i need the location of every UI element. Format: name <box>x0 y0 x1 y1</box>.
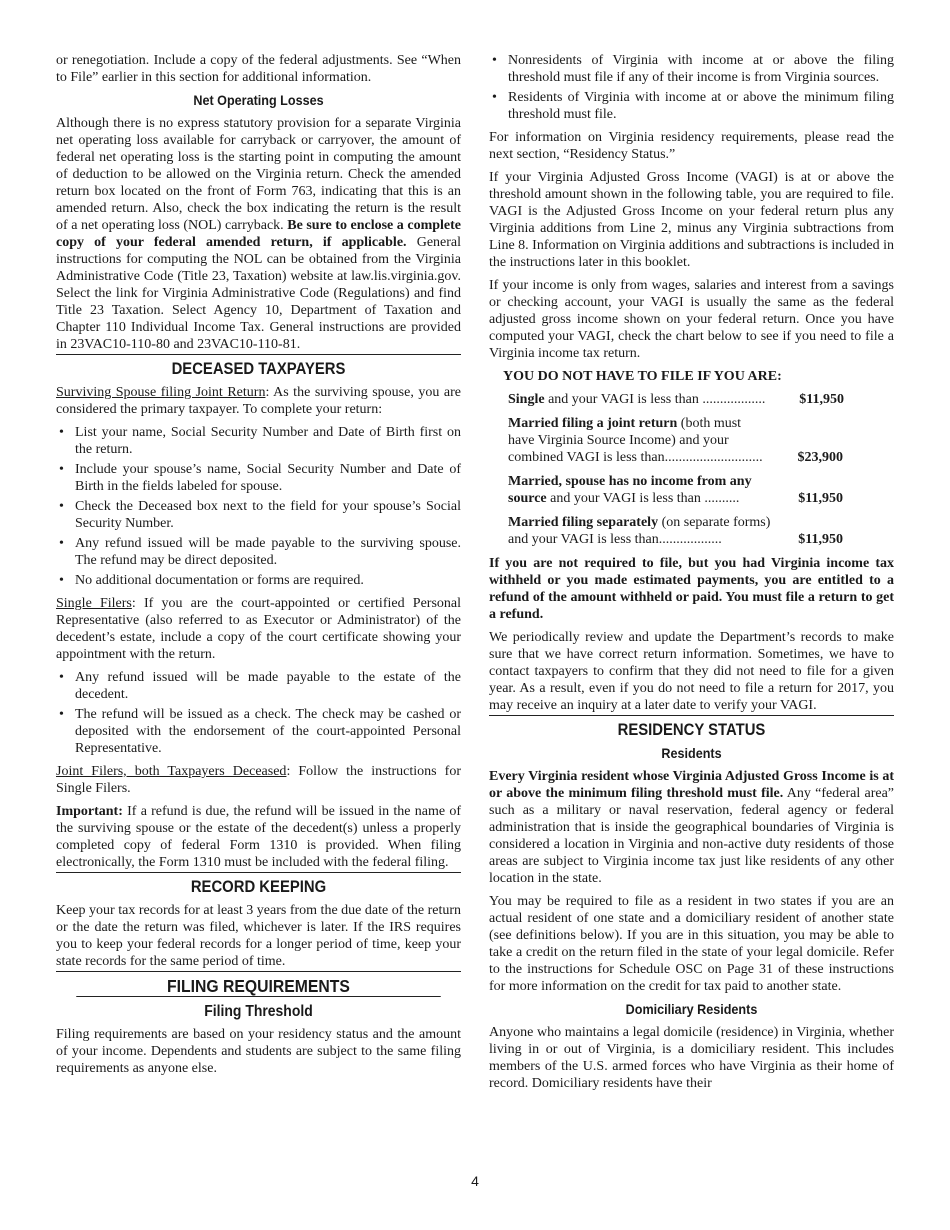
residents-paragraph <box>489 768 894 887</box>
heading-residency-status: RESIDENCY STATUS <box>617 721 766 739</box>
right-column <box>489 52 894 1098</box>
row-label-bold: Single <box>508 392 545 407</box>
list-item: • Nonresidents of Virginia with income at or above the filing threshold must file if any of their income is from Virginia sources. <box>489 52 894 86</box>
row-label-bold: Married filing a joint return <box>508 416 678 431</box>
surviving-spouse-label: Surviving Spouse filing Joint Return <box>56 385 266 400</box>
single-filers-label: Single Filers <box>56 596 132 611</box>
heading-record-keeping: RECORD KEEPING <box>190 878 327 896</box>
row-leader-dots: .......... <box>704 491 740 506</box>
row-leader-dots: .................. <box>702 392 766 407</box>
two-states-paragraph: You may be required to file as a resident in two states if you are an actual resident of one state and a domiciliary resident of another state (see definitions below). If you are in this situation, you may be able to take a credit on the return filed in the state of your legal domicile. Refer to the instructions for Schedule OSC on Page 31 of these instructions for more information on the credit for tax paid to another state. <box>489 894 894 994</box>
surviving-spouse-paragraph <box>56 384 461 418</box>
row-label-text: (both must have Virginia Source Income) and your combined VAGI is less than <box>508 416 742 465</box>
list-item: • Any refund issued will be made payable to the estate of the decedent. <box>56 669 461 703</box>
joint-filers-paragraph <box>56 763 461 797</box>
list-item: • The refund will be issued as a check. The check may be cashed or deposited with the endorsement of the court-appointed Personal Representative. <box>56 706 461 757</box>
intro-paragraph: or renegotiation. Include a copy of the federal adjustments. See “When to File” earlier in this section for additional information. <box>56 53 461 85</box>
left-column <box>56 52 461 1083</box>
nol-text-b: General instructions for computing the NOL can be obtained from the Virginia Administrative Code (Title 23, Taxation) website at law.lis.virginia.gov. Select the link for Virginia Administrative Code (Regulations) and find Title 23 Taxation. Select Agency 10, Department of Taxation and Chapter 110 Individual Income Tax. General instructions are provided in 23VAC10-110-80 and 23VAC10-110-81. <box>56 235 462 352</box>
heading-deceased-taxpayers: DECEASED TAXPAYERS <box>171 360 346 378</box>
wages-paragraph: If your income is only from wages, salaries and interest from a savings or checking account, your VAGI is usually the same as the federal adjusted gross income shown on your federal return. Once you have computed your VAGI, check the chart below to see if you need to file a Virginia income tax return. <box>489 278 894 361</box>
heading-domiciliary-residents: Domiciliary Residents <box>625 1001 758 1017</box>
important-paragraph <box>56 803 461 873</box>
refund-paragraph: If you are not required to file, but you had Virginia income tax withheld or you made estimated payments, you are entitled to a refund of the amount withheld or paid. You must file a return to get a refund. <box>489 556 894 622</box>
row-leader-dots: .................. <box>658 532 722 547</box>
page-number: 4 <box>471 1173 479 1189</box>
list-item: • List your name, Social Security Number and Date of Birth first on the return. <box>56 424 461 458</box>
vagi-paragraph: If your Virginia Adjusted Gross Income (VAGI) is at or above the threshold amount shown in the following table, you are required to file. VAGI is the Adjusted Gross Income on your federal return plus any Virginia additions from Line 2, minus any Virginia subtractions from Line 8. Information on Virginia additions and subtractions is included in the instructions later in this booklet. <box>489 170 894 270</box>
residents-bold-text: Every Virginia resident whose Virginia Adjusted Gross Income is at or above the minimum filing threshold must file. <box>489 769 894 801</box>
table-row <box>508 415 843 466</box>
row-label-text: and your VAGI is less than <box>546 491 705 506</box>
important-text: If a refund is due, the refund will be issued in the name of the surviving spouse or the estate of the decedent(s) unless a properly completed copy of federal Form 1310 is provided. When filing electronically, the Form 1310 must be included with the federal filing. <box>56 804 461 870</box>
single-filers-list <box>56 669 461 757</box>
single-filers-paragraph <box>56 595 461 663</box>
table-row <box>508 514 843 548</box>
record-keeping-paragraph: Keep your tax records for at least 3 years from the due date of the return or the date the return was filed, whichever is later. If the IRS requires you to keep your federal records for a longer period of time, keep your state records for the same period of time. <box>56 902 461 972</box>
heading-filing-requirements: FILING REQUIREMENTS <box>76 978 441 997</box>
residency-info-paragraph: For information on Virginia residency requirements, please read the next section, “Residency Status.” <box>489 130 894 162</box>
table-title: YOU DO NOT HAVE TO FILE IF YOU ARE: <box>503 369 782 384</box>
row-amount: $11,950 <box>798 491 843 506</box>
list-item: • Residents of Virginia with income at or above the minimum filing threshold must file. <box>489 89 894 123</box>
surviving-spouse-text: : As the surviving spouse, you are considered the primary taxpayer. To complete your return: <box>56 385 461 417</box>
heading-residents: Residents <box>661 745 722 761</box>
nol-bold-text: Be sure to enclose a complete copy of your federal amended return, if applicable. <box>56 218 461 250</box>
review-paragraph: We periodically review and update the Department’s records to make sure that we have correct return information. Sometimes, we have to contact taxpayers to confirm that they did not need to file for a given year. As a result, even if you do not need to file a return for 2017, you may receive an inquiry at a later date to verify your VAGI. <box>489 629 894 716</box>
row-label-bold: Married, spouse has no income from any source <box>508 474 752 506</box>
row-label-text: and your VAGI is less than <box>544 392 703 407</box>
row-amount: $11,950 <box>799 392 844 407</box>
surviving-spouse-list <box>56 424 461 589</box>
list-item: • Include your spouse’s name, Social Security Number and Date of Birth in the fields labeled for spouse. <box>56 461 461 495</box>
table-row <box>508 391 843 408</box>
list-item: • No additional documentation or forms are required. <box>56 572 461 589</box>
row-leader-dots: ............................ <box>664 450 763 465</box>
nol-paragraph <box>56 115 461 355</box>
domiciliary-paragraph: Anyone who maintains a legal domicile (residence) in Virginia, whether living in or out of Virginia, is a domiciliary resident. This includes members of the U.S. armed forces who have Virginia as their home of record. Domiciliary residents have their <box>489 1025 894 1091</box>
list-item: • Any refund issued will be made payable to the surviving spouse. The refund may be direct deposited. <box>56 535 461 569</box>
filing-threshold-paragraph: Filing requirements are based on your residency status and the amount of your income. Dependents and students are subject to the same filing requirements as anyone else. <box>56 1027 461 1076</box>
residents-text: Any “federal area” such as a military or naval reservation, federal agency or federal administration that is inside the geographical boundaries of Virginia is considered a location in Virginia and non-active duty residents of those areas are subject to Virginia income tax just like residents of any other location in the state. <box>489 786 894 886</box>
single-filers-text: : If you are the court-appointed or certified Personal Representative (also referred to as Executor or Administrator) of the decedent’s estate, include a copy of the court certificate showing your appointment with the return. <box>56 596 461 662</box>
row-label-bold: Married filing separately <box>508 515 659 530</box>
joint-filers-label: Joint Filers, both Taxpayers Deceased <box>56 764 287 779</box>
filing-requirements-list <box>489 52 894 123</box>
important-label: Important: <box>56 804 123 819</box>
row-amount: $23,900 <box>797 450 843 465</box>
heading-filing-threshold: Filing Threshold <box>204 1003 313 1020</box>
heading-net-operating-losses: Net Operating Losses <box>193 92 324 108</box>
filing-threshold-table <box>489 368 894 548</box>
row-label-text: (on separate forms) and your VAGI is less than <box>508 515 771 547</box>
row-amount: $11,950 <box>798 532 843 547</box>
nol-text-a: Although there is no express statutory provision for a separate Virginia net operating loss available for carryback or carryover, the amount of federal net operating loss is the starting point in computing the amount of deduction to be allowed on the Virginia return. Check the amended return box located on the front of Form 763, indicating that this is an amended return. Also, check the box indicating the return is the result of a net operating loss (NOL) carryback. <box>56 116 461 233</box>
joint-filers-text: : Follow the instructions for Single Filers. <box>56 764 461 796</box>
list-item: • Check the Deceased box next to the field for your spouse’s Social Security Number. <box>56 498 461 532</box>
table-row <box>508 473 843 507</box>
